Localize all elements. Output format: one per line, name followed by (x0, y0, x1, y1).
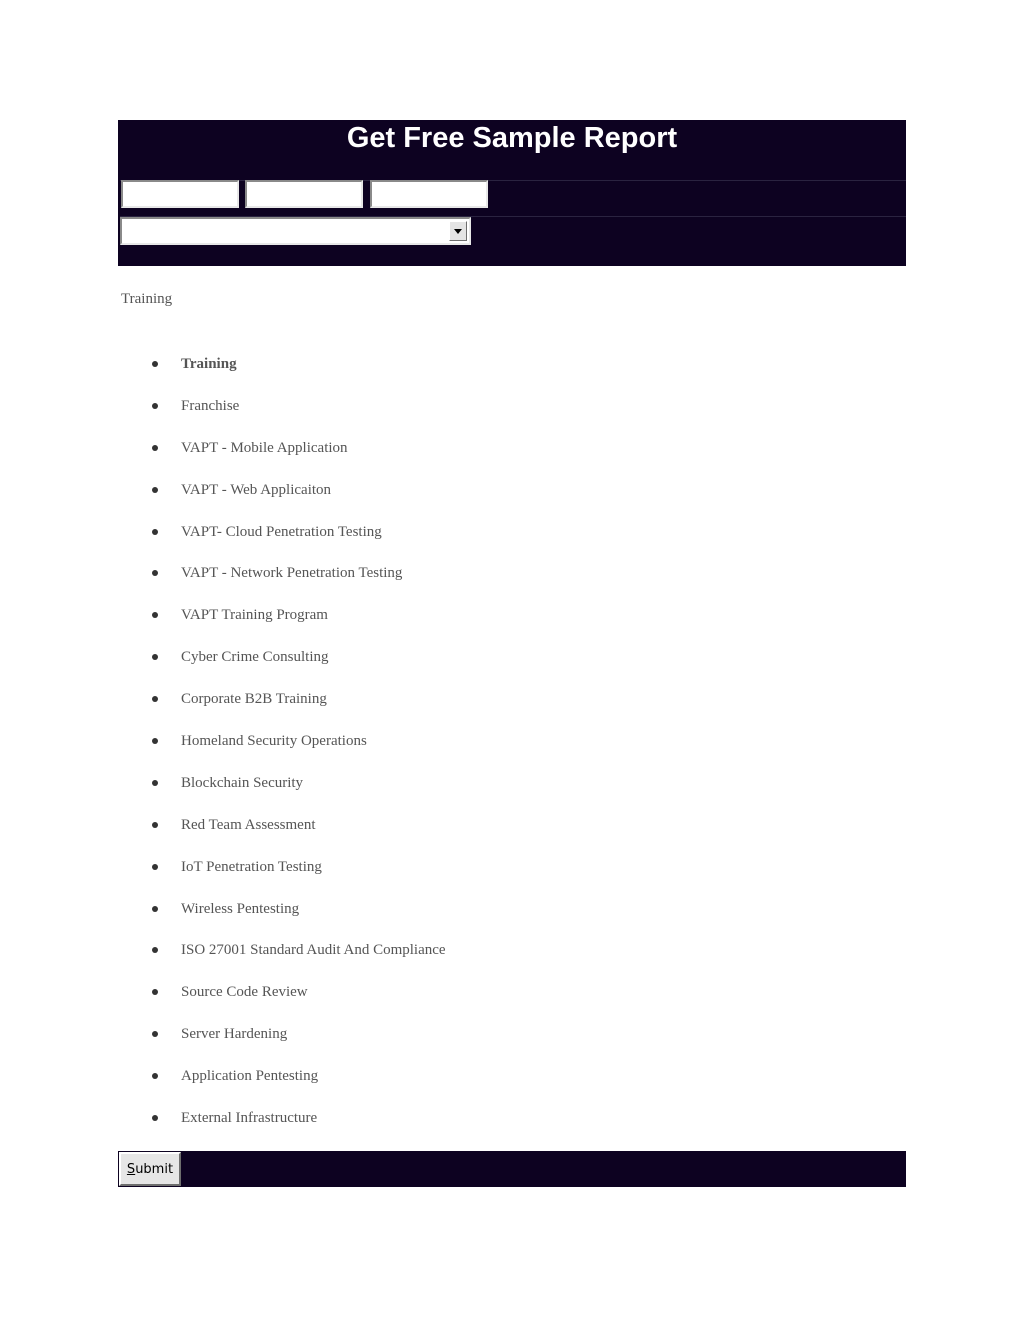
list-item-label: Corporate B2B Training (181, 691, 327, 708)
submit-button-label: Submit (126, 1161, 174, 1177)
list-item[interactable] (150, 1066, 446, 1108)
bullet-icon (152, 738, 158, 744)
name-field[interactable] (121, 180, 239, 208)
list-item[interactable] (150, 857, 446, 899)
chevron-down-icon (454, 229, 462, 234)
bullet-icon (152, 1073, 158, 1079)
bullet-icon (152, 1031, 158, 1037)
list-item-label: VAPT Training Program (181, 607, 328, 624)
list-item-label: Wireless Pentesting (181, 900, 300, 917)
list-item[interactable] (150, 647, 446, 689)
list-item-label: Training (181, 356, 237, 372)
bullet-icon (152, 989, 158, 995)
bullet-icon (152, 403, 158, 409)
list-item[interactable] (150, 522, 446, 564)
list-item-label: ISO 27001 Standard Audit And Compliance (181, 942, 446, 959)
bullet-icon (152, 780, 158, 786)
bullet-icon (152, 696, 158, 702)
list-item[interactable] (150, 815, 446, 857)
list-item-label: VAPT- Cloud Penetration Testing (181, 523, 382, 540)
category-label: Training (121, 291, 173, 307)
list-item-label: Red Team Assessment (181, 816, 316, 833)
list-item-label: VAPT - Mobile Application (181, 439, 348, 456)
list-item-label: Cyber Crime Consulting (181, 649, 329, 666)
list-item-label: Homeland Security Operations (181, 733, 367, 750)
list-item[interactable] (150, 396, 446, 438)
list-item-label: VAPT - Network Penetration Testing (181, 565, 403, 582)
list-item-label: IoT Penetration Testing (181, 858, 322, 875)
bullet-icon (152, 906, 158, 912)
list-item[interactable] (150, 731, 446, 773)
bullet-icon (152, 947, 158, 953)
list-item-label: VAPT - Web Applicaiton (181, 481, 332, 498)
list-item[interactable] (150, 563, 446, 605)
bullet-icon (152, 529, 158, 535)
bullet-icon (152, 1115, 158, 1121)
list-item[interactable] (150, 773, 446, 815)
submit-bar (118, 1151, 906, 1187)
list-item[interactable] (150, 982, 446, 1024)
list-item[interactable] (150, 899, 446, 941)
list-item-label: Application Pentesting (181, 1068, 319, 1085)
bullet-icon (152, 570, 158, 576)
list-item-label: Franchise (181, 397, 240, 414)
bullet-icon (152, 864, 158, 870)
bullet-icon (152, 361, 158, 367)
list-item[interactable] (150, 438, 446, 480)
bullet-icon (152, 445, 158, 451)
phone-field[interactable] (370, 180, 488, 208)
bullet-icon (152, 612, 158, 618)
bullet-icon (152, 822, 158, 828)
bullet-icon (152, 487, 158, 493)
list-item[interactable] (150, 1024, 446, 1066)
list-item[interactable] (150, 1108, 446, 1150)
service-select[interactable] (120, 217, 471, 245)
list-item[interactable] (150, 605, 446, 647)
list-item[interactable] (150, 354, 446, 396)
bullet-icon (152, 654, 158, 660)
list-item[interactable] (150, 480, 446, 522)
list-item[interactable] (150, 940, 446, 982)
dropdown-button[interactable] (449, 221, 467, 241)
email-field[interactable] (245, 180, 363, 208)
submit-button[interactable] (119, 1152, 181, 1186)
list-item-label: Server Hardening (181, 1026, 288, 1043)
service-list (150, 354, 446, 1150)
list-item-label: Blockchain Security (181, 774, 304, 791)
list-item[interactable] (150, 689, 446, 731)
list-item-label: External Infrastructure (181, 1110, 318, 1127)
list-item-label: Source Code Review (181, 984, 308, 1001)
form-title: Get Free Sample Report (346, 122, 678, 154)
